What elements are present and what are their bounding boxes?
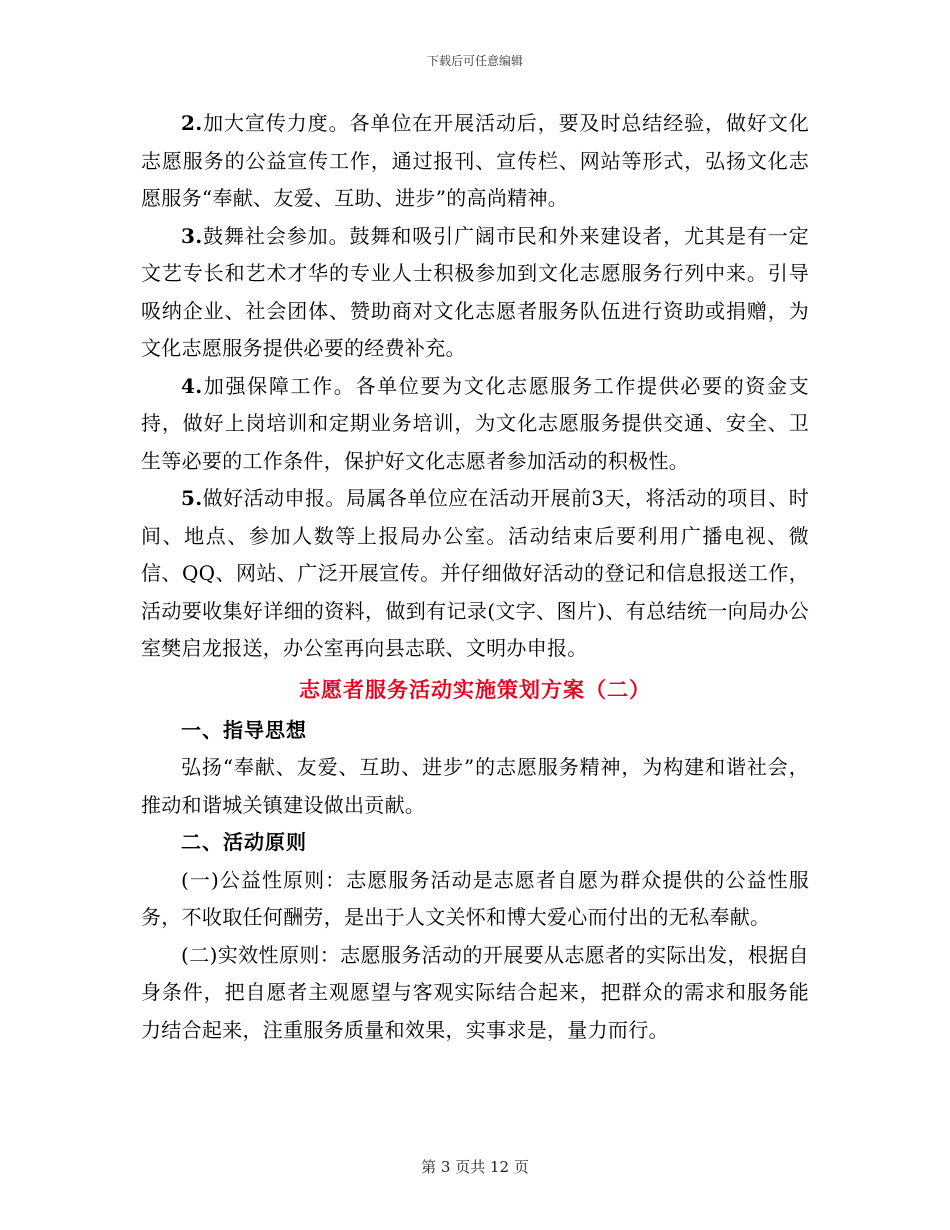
page-footer: 第 3 页共 12 页: [421, 1158, 529, 1176]
paragraph-text: 做好活动申报。局属各单位应在活动开展前3天，将活动的项目、时间、地点、参加人数等上报局办公室。活动结束后要利用广播电视、微信、QQ、网站、广泛开展宣传。并仔细做好活动的登记和信息报送工作，活动要收集好详细的资料，做到有记录(文字、图片)、有总结统一向局办公室樊启龙报送，办公室再向县志联、文明办申报。: [141, 486, 809, 660]
paragraph-text: 鼓舞社会参加。鼓舞和吸引广阔市民和外来建设者，尤其是有一定文艺专长和艺术才华的专业人士积极参加到文化志愿服务行列中来。引导吸纳企业、社会团体、赞助商对文化志愿者服务队伍进行资助或捐赠，为文化志愿服务提供必要的经费补充。: [141, 223, 809, 360]
heading-activity-principles: 二、活动原则: [181, 830, 307, 854]
document-body: [141, 105, 809, 1049]
paragraph-item-5: [141, 480, 809, 668]
paragraph-item-3: [141, 218, 809, 368]
item-number: 5.: [181, 486, 203, 510]
paragraph-item-4: [141, 368, 809, 481]
heading-guiding-thought: 一、指导思想: [181, 717, 307, 742]
paragraph-principle-effectiveness: (二)实效性原则：志愿服务活动的开展要从志愿者的实际出发，根据自身条件，把自愿者主观愿望与客观实际结合起来，把群众的需求和服务能力结合起来，注重服务质量和效果，实事求是，量力而行。: [141, 942, 809, 1042]
paragraph-principle-public-welfare: (一)公益性原则：志愿服务活动是志愿者自愿为群众提供的公益性服务，不收取任何酬劳，是出于人文关怀和博大爱心而付出的无私奉献。: [141, 867, 809, 929]
paragraph-guiding-thought: 弘扬“奉献、友爱、互助、进步”的志愿服务精神，为构建和谐社会，推动和谐城关镇建设做出贡献。: [141, 755, 809, 817]
section-title: 志愿者服务活动实施策划方案（二）: [299, 676, 651, 702]
page-header: 下载后可任意编辑: [426, 54, 523, 68]
paragraph-text: 加强保障工作。各单位要为文化志愿服务工作提供必要的资金支持，做好上岗培训和定期业务培训，为文化志愿服务提供交通、安全、卫生等必要的工作条件，保护好文化志愿者参加活动的积极性。: [141, 373, 809, 473]
paragraph-item-2: [141, 105, 809, 218]
item-number: 2.: [181, 111, 203, 135]
item-number: 3.: [181, 223, 203, 248]
item-number: 4.: [181, 373, 203, 398]
paragraph-text: 加大宣传力度。各单位在开展活动后，要及时总结经验，做好文化志愿服务的公益宣传工作，通过报刊、宣传栏、网站等形式，弘扬文化志愿服务“奉献、友爱、互助、进步”的高尚精神。: [141, 111, 809, 210]
